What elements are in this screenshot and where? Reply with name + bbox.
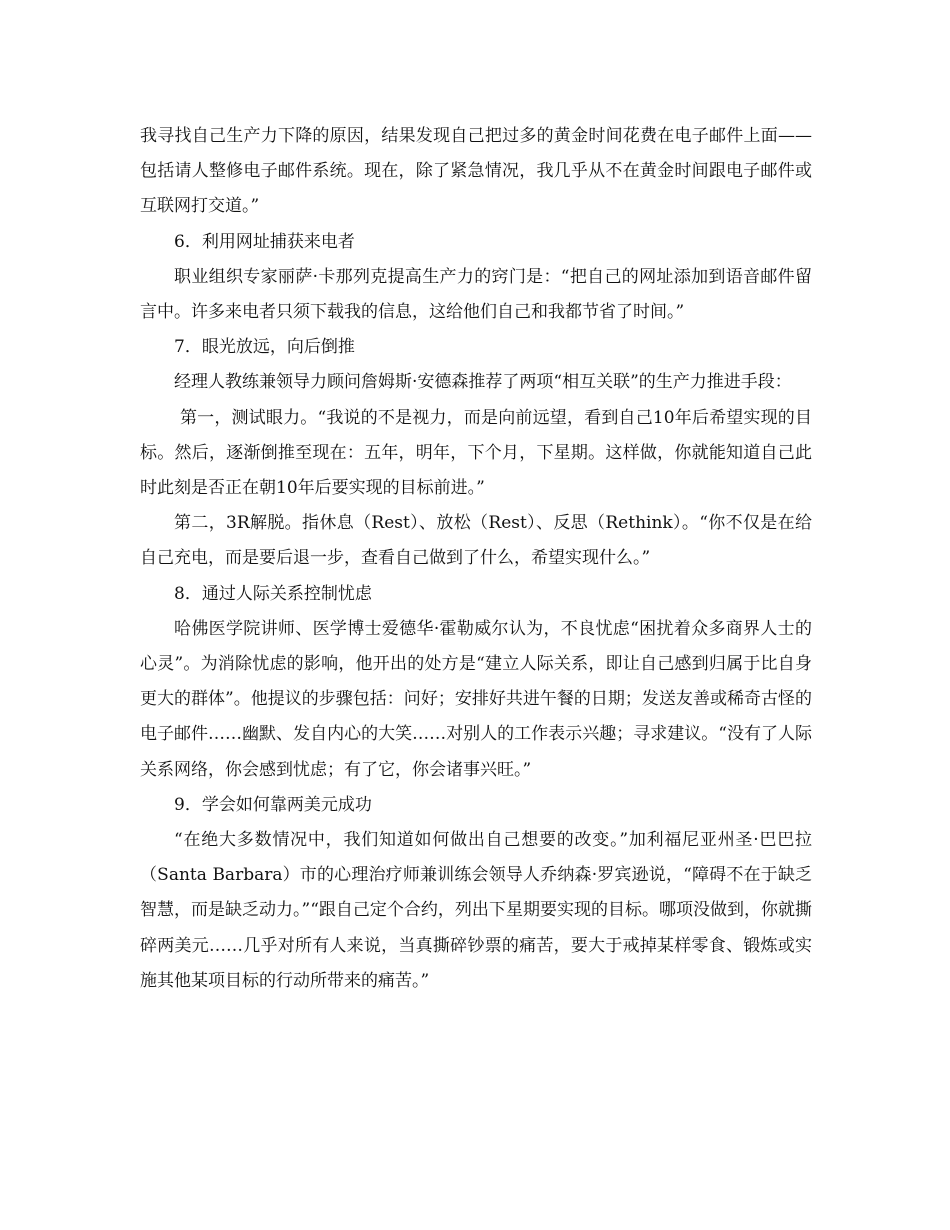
paragraph: “在绝大多数情况中，我们知道如何做出自己想要的改变。”加利福尼亚州圣·巴巴拉（Santa Barbara）市的心理治疗师兼训练会领导人乔纳森·罗宾逊说，“障碍不在于缺乏智慧，而是缺乏动力。”“跟自己定个合约，列出下星期要实现的目标。哪项没做到，你就撕碎两美元……几乎对所有人来说，当真撕碎钞票的痛苦，要大于戒掉某样零食、锻炼或实施其他某项目标的行动所带来的痛苦。” [140,830,812,991]
section-heading-7: 7．眼光放远，向后倒推 [174,337,355,358]
paragraph: 哈佛医学院讲师、医学博士爱德华·霍勒威尔认为，不良忧虑“困扰着众多商界人士的心灵”。为消除忧虑的影响，他开出的处方是“建立人际关系，即让自己感到归属于比自身更大的群体”。他提议的步骤包括：问好；安排好共进午餐的日期；发送友善或稀奇古怪的电子邮件……幽默、发自内心的大笑……对别人的工作表示兴趣；寻求建议。“没有了人际关系网络，你会感到忧虑；有了它，你会诸事兴旺。” [140,618,812,780]
section-heading-8: 8．通过人际关系控制忧虑 [174,583,372,604]
paragraph: 经理人教练兼领导力顾问詹姆斯·安德森推荐了两项“相互关联”的生产力推进手段： [174,372,792,393]
section-heading-6: 6．利用网址捕获来电者 [174,231,355,252]
document-body [140,119,812,999]
paragraph: 第一，测试眼力。“我说的不是视力，而是向前远望，看到自己10年后希望实现的目标。然后，逐渐倒推至现在：五年，明年，下个月，下星期。这样做，你就能知道自己此时此刻是否正在朝10年后要实现的目标前进。” [140,407,812,499]
paragraph: 职业组织专家丽萨·卡那列克提高生产力的窍门是：“把自己的网址添加到语音邮件留言中。许多来电者只须下载我的信息，这给他们自己和我都节省了时间。” [140,266,812,323]
paragraph: 第二，3R解脱。指休息（Rest）、放松（Rest）、反思（Rethink）。“你不仅是在给自己充电，而是要后退一步，查看自己做到了什么，希望实现什么。” [140,513,812,569]
paragraph-continuation: 我寻找自己生产力下降的原因，结果发现自己把过多的黄金时间花费在电子邮件上面——包括请人整修电子邮件系统。现在，除了紧急情况，我几乎从不在黄金时间跟电子邮件或互联网打交道。” [140,126,812,217]
section-heading-9: 9．学会如何靠两美元成功 [174,794,372,815]
